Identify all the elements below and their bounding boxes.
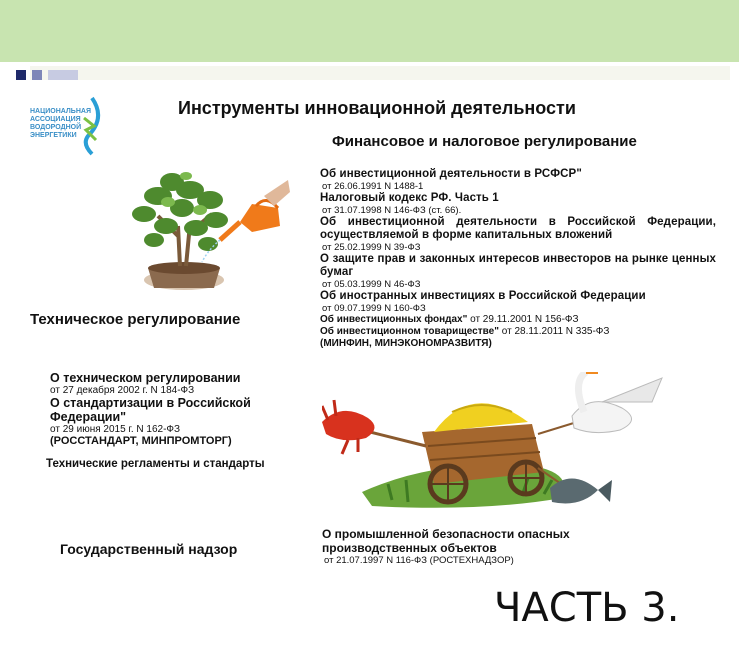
finance-heading: Финансовое и налоговое регулирование (332, 133, 637, 150)
finance-law-6-date: от 29.11.2001 N 156-ФЗ (467, 314, 579, 325)
finance-law-7 (320, 326, 716, 338)
finance-law-5: Об иностранных инвестициях в Российской Федерации (320, 290, 646, 302)
finance-law-2-date: от 31.07.1998 N 146-ФЗ (ст. 66). (322, 205, 462, 216)
finance-law-6 (320, 314, 716, 326)
finance-law-4: О защите прав и законных интересов инвесторов на рынке ценных бумаг (320, 253, 716, 278)
finance-law-6-title: Об инвестиционных фондах" (320, 314, 468, 325)
finance-law-2: Налоговый кодекс РФ. Часть 1 (320, 192, 499, 204)
slide-corner-decoration (16, 70, 76, 80)
finance-law-7-title: Об инвестиционном товариществе" (320, 326, 499, 337)
tech-agency: (РОССТАНДАРТ, МИНПРОМТОРГ) (50, 435, 232, 447)
finance-law-3-date: от 25.02.1999 N 39-ФЗ (322, 242, 421, 253)
plant-watering-illustration (128, 166, 290, 296)
finance-law-1-date: от 26.06.1991 N 1488-1 (322, 181, 424, 192)
finance-agency: (МИНФИН, МИНЭКОНОМРАЗВИТЯ) (320, 338, 492, 349)
logo-text: НАЦИОНАЛЬНАЯ АССОЦИАЦИЯ ВОДОРОДНОЙ ЭНЕРГЕТИКИ (30, 108, 91, 139)
state-supervision-label: Государственный надзор (60, 541, 238, 557)
finance-laws-list (320, 168, 716, 350)
tech-reglaments-label: Технические регламенты и стандарты (46, 458, 265, 470)
safety-law-title: О промышленной безопасности опасных производственных объектов (322, 527, 570, 555)
tech-law-1: О техническом регулировании (50, 371, 241, 385)
finance-law-7-date: от 28.11.2011 N 335-ФЗ (498, 326, 610, 337)
tech-regulation-heading: Техническое регулирование (30, 311, 241, 328)
swan-crayfish-pike-illustration (322, 372, 682, 522)
page-title: Инструменты инновационной деятельности (178, 98, 576, 118)
safety-law-date: от 21.07.1997 N 116-ФЗ (РОСТЕХНАДЗОР) (324, 555, 514, 566)
tech-laws-list (50, 371, 306, 448)
industrial-safety-law (322, 527, 652, 566)
tech-law-2-date: от 29 июня 2015 г. N 162-ФЗ (50, 424, 181, 435)
finance-law-4-date: от 05.03.1999 N 46-ФЗ (322, 279, 421, 290)
header-stripe (30, 66, 730, 80)
tech-law-2: О стандартизации в Российской Федерации" (50, 396, 251, 424)
association-logo (22, 96, 106, 158)
finance-law-1: Об инвестиционной деятельности в РСФСР" (320, 168, 582, 180)
finance-law-5-date: от 09.07.1999 N 160-ФЗ (322, 303, 426, 314)
tech-law-1-date: от 27 декабря 2002 г. N 184-ФЗ (50, 385, 195, 396)
part-label: ЧАСТЬ 3. (494, 585, 680, 631)
finance-law-3: Об инвестиционной деятельности в Российской Федерации, осуществляемой в форме капитальных вложений (320, 216, 716, 241)
